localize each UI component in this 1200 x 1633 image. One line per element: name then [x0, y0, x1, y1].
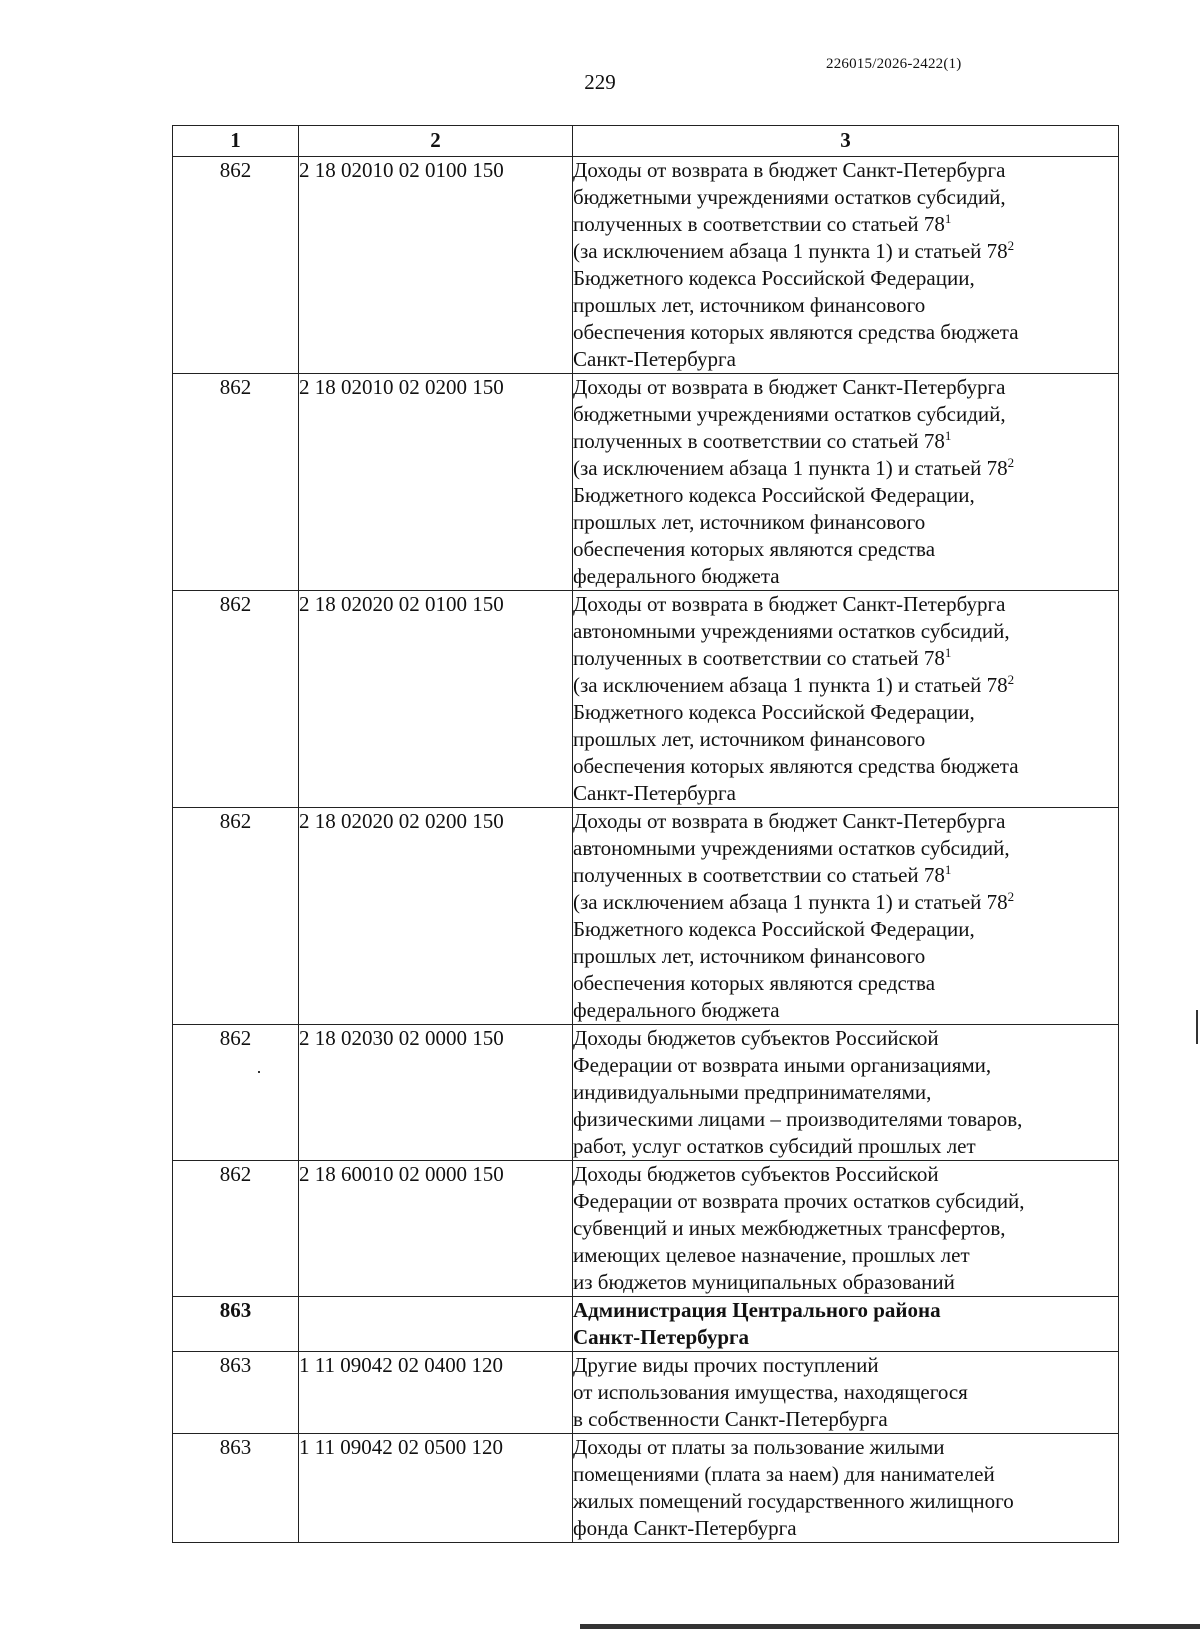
line-text: полученных в соответствии со статьей 78 — [573, 863, 945, 887]
column-header-1: 1 — [173, 126, 299, 157]
revenue-name-line — [573, 1379, 1118, 1406]
revenue-name-line — [573, 645, 1118, 672]
line-text: Доходы от возврата в бюджет Санкт-Петербурга — [573, 158, 1006, 182]
revenue-name-line — [573, 238, 1118, 265]
revenue-name-line — [573, 1133, 1118, 1160]
revenue-name-line — [573, 536, 1118, 563]
line-text: Санкт-Петербурга — [573, 1325, 750, 1349]
budget-classification-code-cell — [299, 1297, 573, 1352]
revenue-name-cell — [573, 591, 1119, 808]
line-text: Доходы от платы за пользование жилыми — [573, 1435, 945, 1459]
header-row — [173, 126, 1119, 157]
line-text: федерального бюджета — [573, 564, 780, 588]
revenue-name-line — [573, 265, 1118, 292]
table-header — [173, 126, 1119, 157]
table-row — [173, 1434, 1119, 1543]
revenue-name-line — [573, 346, 1118, 373]
budget-classification-code-cell: 2 18 02010 02 0200 150 — [299, 374, 573, 591]
line-text: бюджетными учреждениями остатков субсидий, — [573, 185, 1006, 209]
revenue-name-cell — [573, 1434, 1119, 1543]
article-superscript: 2 — [1007, 889, 1015, 904]
line-text: Федерации от возврата прочих остатков субсидий, — [573, 1189, 1025, 1213]
revenue-name-line — [573, 753, 1118, 780]
line-text: помещениями (плата за наем) для нанимателей — [573, 1462, 995, 1486]
revenue-name-line — [573, 1215, 1118, 1242]
revenue-name-line — [573, 157, 1118, 184]
budget-classification-code-cell: 1 11 09042 02 0500 120 — [299, 1434, 573, 1543]
article-superscript: 1 — [944, 428, 952, 443]
line-text: (за исключением абзаца 1 пункта 1) и статьей 78 — [573, 673, 1008, 697]
revenue-name-line — [573, 482, 1118, 509]
revenue-name-line — [573, 1161, 1118, 1188]
line-text: автономными учреждениями остатков субсидий, — [573, 619, 1010, 643]
budget-classification-code-cell: 2 18 02020 02 0100 150 — [299, 591, 573, 808]
revenue-name-line — [573, 455, 1118, 482]
line-text: Доходы от возврата в бюджет Санкт-Петербурга — [573, 809, 1006, 833]
column-header-3: 3 — [573, 126, 1119, 157]
revenue-name-cell — [573, 1297, 1119, 1352]
revenue-name-line — [573, 1297, 1118, 1324]
line-text: Другие виды прочих поступлений — [573, 1353, 879, 1377]
revenue-name-line — [573, 1461, 1118, 1488]
scan-edge-mark — [1196, 1010, 1198, 1044]
page-number: 229 — [584, 70, 616, 94]
revenue-name-line — [573, 916, 1118, 943]
line-text: обеспечения которых являются средства — [573, 971, 936, 995]
line-text: из бюджетов муниципальных образований — [573, 1270, 955, 1294]
line-text: обеспечения которых являются средства бюджета — [573, 754, 1019, 778]
revenue-name-line — [573, 1188, 1118, 1215]
admin-code-cell: 862 — [173, 591, 299, 808]
budget-classification-code-cell: 2 18 02020 02 0200 150 — [299, 808, 573, 1025]
revenue-name-line — [573, 1052, 1118, 1079]
line-text: прошлых лет, источником финансового — [573, 944, 926, 968]
revenue-name-line — [573, 726, 1118, 753]
article-superscript: 2 — [1007, 672, 1015, 687]
table-row — [173, 157, 1119, 374]
table-row — [173, 374, 1119, 591]
line-text: имеющих целевое назначение, прошлых лет — [573, 1243, 970, 1267]
revenue-name-line — [573, 780, 1118, 807]
line-text: прошлых лет, источником финансового — [573, 727, 926, 751]
line-text: в собственности Санкт-Петербурга — [573, 1407, 888, 1431]
article-superscript: 1 — [944, 211, 952, 226]
admin-code-cell: 862 — [173, 157, 299, 374]
revenue-name-line — [573, 1106, 1118, 1133]
revenue-name-line — [573, 808, 1118, 835]
admin-code-cell: 863 — [173, 1434, 299, 1543]
revenue-name-line — [573, 889, 1118, 916]
revenue-name-line — [573, 184, 1118, 211]
revenue-name-line — [573, 970, 1118, 997]
revenue-name-line — [573, 1515, 1118, 1542]
line-text: Доходы от возврата в бюджет Санкт-Петербурга — [573, 375, 1006, 399]
budget-classification-code-cell: 1 11 09042 02 0400 120 — [299, 1352, 573, 1434]
revenue-name-cell — [573, 1025, 1119, 1161]
table-row — [173, 1352, 1119, 1434]
line-text: физическими лицами – производителями товаров, — [573, 1107, 1023, 1131]
revenue-name-line — [573, 835, 1118, 862]
admin-code-cell: 862 — [173, 808, 299, 1025]
line-text: прошлых лет, источником финансового — [573, 510, 926, 534]
line-text: Бюджетного кодекса Российской Федерации, — [573, 700, 975, 724]
line-text: Доходы бюджетов субъектов Российской — [573, 1162, 939, 1186]
revenue-name-line — [573, 292, 1118, 319]
revenue-name-line — [573, 1079, 1118, 1106]
line-text: Федерации от возврата иными организациями, — [573, 1053, 992, 1077]
line-text: Бюджетного кодекса Российской Федерации, — [573, 917, 975, 941]
revenue-name-line — [573, 1434, 1118, 1461]
revenue-name-line — [573, 1324, 1118, 1351]
line-text: Доходы бюджетов субъектов Российской — [573, 1026, 939, 1050]
revenue-name-line — [573, 401, 1118, 428]
article-superscript: 1 — [944, 862, 952, 877]
admin-code-cell: 862 — [173, 1161, 299, 1297]
revenue-name-cell — [573, 1161, 1119, 1297]
line-text: жилых помещений государственного жилищного — [573, 1489, 1014, 1513]
table-row — [173, 1025, 1119, 1161]
revenue-name-line — [573, 374, 1118, 401]
line-text: полученных в соответствии со статьей 78 — [573, 429, 945, 453]
table-row — [173, 1297, 1119, 1352]
budget-classification-code-cell: 2 18 60010 02 0000 150 — [299, 1161, 573, 1297]
revenue-name-line — [573, 591, 1118, 618]
revenue-name-line — [573, 563, 1118, 590]
revenue-name-line — [573, 509, 1118, 536]
table-body — [173, 157, 1119, 1543]
line-text: обеспечения которых являются средства — [573, 537, 936, 561]
line-text: Бюджетного кодекса Российской Федерации, — [573, 483, 975, 507]
budget-classification-code-cell: 2 18 02010 02 0100 150 — [299, 157, 573, 374]
revenue-name-line — [573, 862, 1118, 889]
line-text: работ, услуг остатков субсидий прошлых лет — [573, 1134, 976, 1158]
document-registration-code: 226015/2026-2422(1) — [826, 56, 962, 72]
article-superscript: 2 — [1007, 455, 1015, 470]
article-superscript: 1 — [944, 645, 952, 660]
revenue-name-line — [573, 699, 1118, 726]
column-header-2: 2 — [299, 126, 573, 157]
line-text: (за исключением абзаца 1 пункта 1) и статьей 78 — [573, 239, 1008, 263]
table-row — [173, 591, 1119, 808]
admin-code-cell: 862 — [173, 374, 299, 591]
line-text: от использования имущества, находящегося — [573, 1380, 968, 1404]
revenue-name-line — [573, 428, 1118, 455]
line-text: (за исключением абзаца 1 пункта 1) и статьей 78 — [573, 456, 1008, 480]
revenue-name-line — [573, 211, 1118, 238]
line-text: Санкт-Петербурга — [573, 781, 736, 805]
line-text: прошлых лет, источником финансового — [573, 293, 926, 317]
revenue-name-cell — [573, 808, 1119, 1025]
revenue-name-line — [573, 1242, 1118, 1269]
revenue-name-line — [573, 319, 1118, 346]
revenue-name-cell — [573, 374, 1119, 591]
line-text: фонда Санкт-Петербурга — [573, 1516, 797, 1540]
scan-speck — [258, 1071, 260, 1073]
line-text: полученных в соответствии со статьей 78 — [573, 212, 945, 236]
line-text: автономными учреждениями остатков субсидий, — [573, 836, 1010, 860]
revenue-name-line — [573, 618, 1118, 645]
revenue-name-line — [573, 1406, 1118, 1433]
budget-codes-table — [172, 125, 1119, 1543]
line-text: индивидуальными предпринимателями, — [573, 1080, 932, 1104]
admin-code-cell: 863 — [173, 1297, 299, 1352]
revenue-name-line — [573, 1352, 1118, 1379]
line-text: Бюджетного кодекса Российской Федерации, — [573, 266, 975, 290]
line-text: бюджетными учреждениями остатков субсидий, — [573, 402, 1006, 426]
admin-code-cell: 863 — [173, 1352, 299, 1434]
line-text: Санкт-Петербурга — [573, 347, 736, 371]
revenue-name-line — [573, 672, 1118, 699]
line-text: субвенций и иных межбюджетных трансфертов, — [573, 1216, 1006, 1240]
revenue-name-cell — [573, 1352, 1119, 1434]
line-text: Доходы от возврата в бюджет Санкт-Петербурга — [573, 592, 1006, 616]
admin-code-cell: 862 — [173, 1025, 299, 1161]
revenue-name-line — [573, 997, 1118, 1024]
revenue-name-line — [573, 1269, 1118, 1296]
revenue-name-line — [573, 1025, 1118, 1052]
line-text: обеспечения которых являются средства бюджета — [573, 320, 1019, 344]
line-text: полученных в соответствии со статьей 78 — [573, 646, 945, 670]
line-text: федерального бюджета — [573, 998, 780, 1022]
revenue-name-cell — [573, 157, 1119, 374]
scan-edge-mark — [580, 1624, 1200, 1629]
revenue-name-line — [573, 1488, 1118, 1515]
table-row — [173, 808, 1119, 1025]
table-row — [173, 1161, 1119, 1297]
budget-classification-code-cell: 2 18 02030 02 0000 150 — [299, 1025, 573, 1161]
revenue-name-line — [573, 943, 1118, 970]
article-superscript: 2 — [1007, 238, 1015, 253]
line-text: Администрация Центрального района — [573, 1298, 941, 1322]
line-text: (за исключением абзаца 1 пункта 1) и статьей 78 — [573, 890, 1008, 914]
